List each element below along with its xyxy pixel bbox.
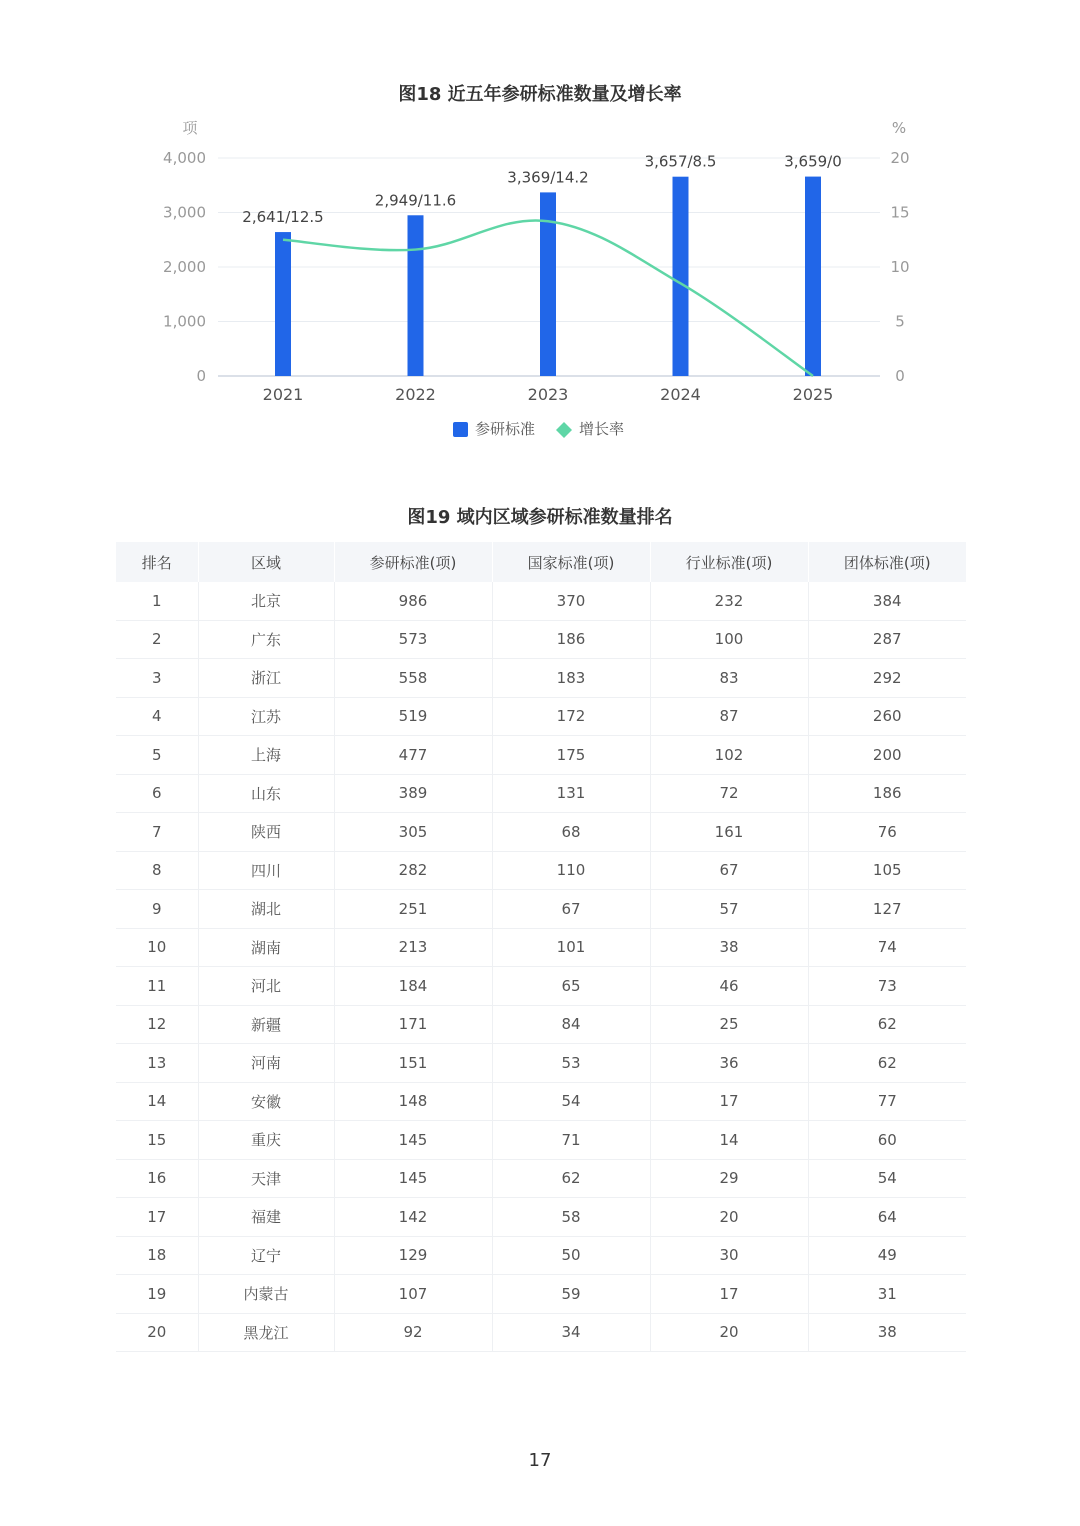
table-cell: 17 bbox=[650, 1082, 808, 1121]
table-row bbox=[116, 1121, 966, 1160]
table-cell: 101 bbox=[492, 928, 650, 967]
table-row bbox=[116, 774, 966, 813]
y-right-tick-label: 5 bbox=[895, 312, 905, 331]
table-cell: 62 bbox=[492, 1159, 650, 1198]
table-row bbox=[116, 851, 966, 890]
table-row bbox=[116, 1275, 966, 1314]
table-cell: 110 bbox=[492, 851, 650, 890]
table-cell: 5 bbox=[116, 736, 198, 775]
legend-label-bars: 参研标准 bbox=[475, 420, 536, 438]
table-cell: 重庆 bbox=[198, 1121, 334, 1160]
table-cell: 安徽 bbox=[198, 1082, 334, 1121]
y-left-unit: 项 bbox=[182, 119, 198, 137]
table-cell: 15 bbox=[116, 1121, 198, 1160]
column-header: 排名 bbox=[116, 542, 198, 582]
table-cell: 519 bbox=[334, 697, 492, 736]
table-row bbox=[116, 967, 966, 1006]
table-cell: 54 bbox=[808, 1159, 966, 1198]
page-number: 17 bbox=[528, 1450, 552, 1471]
table-cell: 175 bbox=[492, 736, 650, 775]
table-cell: 83 bbox=[650, 659, 808, 698]
table-row bbox=[116, 1313, 966, 1352]
table-row bbox=[116, 620, 966, 659]
table-cell: 389 bbox=[334, 774, 492, 813]
table-cell: 34 bbox=[492, 1313, 650, 1352]
table-cell: 62 bbox=[808, 1044, 966, 1083]
table-cell: 49 bbox=[808, 1236, 966, 1275]
table-cell: 131 bbox=[492, 774, 650, 813]
table-cell: 50 bbox=[492, 1236, 650, 1275]
table-cell: 20 bbox=[650, 1198, 808, 1237]
data-label: 2,949/11.6 bbox=[374, 191, 457, 210]
bar bbox=[805, 177, 821, 376]
table-cell: 14 bbox=[116, 1082, 198, 1121]
table-cell: 986 bbox=[334, 582, 492, 620]
y-left-tick-label: 0 bbox=[196, 367, 206, 385]
table-cell: 186 bbox=[808, 774, 966, 813]
legend-bar-swatch bbox=[453, 422, 468, 437]
table-row bbox=[116, 813, 966, 852]
table-cell: 57 bbox=[650, 890, 808, 929]
table-cell: 184 bbox=[334, 967, 492, 1006]
table-cell: 87 bbox=[650, 697, 808, 736]
table-cell: 558 bbox=[334, 659, 492, 698]
table-cell: 北京 bbox=[198, 582, 334, 620]
table-cell: 305 bbox=[334, 813, 492, 852]
table-cell: 68 bbox=[492, 813, 650, 852]
table-cell: 67 bbox=[492, 890, 650, 929]
table-cell: 102 bbox=[650, 736, 808, 775]
table-cell: 8 bbox=[116, 851, 198, 890]
table-cell: 13 bbox=[116, 1044, 198, 1083]
y-left-tick-label: 2,000 bbox=[163, 258, 206, 276]
table-cell: 福建 bbox=[198, 1198, 334, 1237]
table-header-row bbox=[116, 542, 966, 582]
column-header: 团体标准(项) bbox=[808, 542, 966, 582]
table-cell: 内蒙古 bbox=[198, 1275, 334, 1314]
table-cell: 186 bbox=[492, 620, 650, 659]
table-cell: 161 bbox=[650, 813, 808, 852]
table-cell: 46 bbox=[650, 967, 808, 1006]
table-cell: 171 bbox=[334, 1005, 492, 1044]
table-cell: 287 bbox=[808, 620, 966, 659]
table-row bbox=[116, 890, 966, 929]
table-cell: 12 bbox=[116, 1005, 198, 1044]
table-cell: 71 bbox=[492, 1121, 650, 1160]
table-cell: 3 bbox=[116, 659, 198, 698]
data-label: 3,659/0 bbox=[784, 152, 842, 171]
table-cell: 江苏 bbox=[198, 697, 334, 736]
table-cell: 湖北 bbox=[198, 890, 334, 929]
table-cell: 31 bbox=[808, 1275, 966, 1314]
table-cell: 辽宁 bbox=[198, 1236, 334, 1275]
table-row bbox=[116, 659, 966, 698]
legend-label-line: 增长率 bbox=[579, 420, 625, 438]
table-cell: 14 bbox=[650, 1121, 808, 1160]
table-cell: 20 bbox=[650, 1313, 808, 1352]
table-row bbox=[116, 1198, 966, 1237]
table-cell: 河南 bbox=[198, 1044, 334, 1083]
table-cell: 19 bbox=[116, 1275, 198, 1314]
table-cell: 477 bbox=[334, 736, 492, 775]
table-cell: 29 bbox=[650, 1159, 808, 1198]
table-cell: 251 bbox=[334, 890, 492, 929]
x-tick-label: 2024 bbox=[660, 385, 701, 404]
y-left-tick-label: 1,000 bbox=[163, 312, 206, 331]
table-cell: 36 bbox=[650, 1044, 808, 1083]
table-row bbox=[116, 697, 966, 736]
column-header: 区域 bbox=[198, 542, 334, 582]
column-header: 国家标准(项) bbox=[492, 542, 650, 582]
data-label: 3,369/14.2 bbox=[507, 168, 589, 187]
table-cell: 2 bbox=[116, 620, 198, 659]
ranking-table bbox=[116, 542, 966, 1352]
table-cell: 127 bbox=[808, 890, 966, 929]
table-cell: 25 bbox=[650, 1005, 808, 1044]
table-cell: 6 bbox=[116, 774, 198, 813]
table-cell: 172 bbox=[492, 697, 650, 736]
y-right-tick-label: 10 bbox=[890, 258, 910, 276]
table-row bbox=[116, 736, 966, 775]
table-cell: 山东 bbox=[198, 774, 334, 813]
table-cell: 1 bbox=[116, 582, 198, 620]
table-cell: 17 bbox=[116, 1198, 198, 1237]
bar bbox=[408, 215, 424, 376]
table-cell: 38 bbox=[650, 928, 808, 967]
data-label: 3,657/8.5 bbox=[644, 152, 717, 171]
table-cell: 65 bbox=[492, 967, 650, 1006]
table-row bbox=[116, 1005, 966, 1044]
legend-line-swatch bbox=[556, 422, 572, 438]
table-cell: 84 bbox=[492, 1005, 650, 1044]
x-tick-label: 2025 bbox=[792, 385, 834, 404]
table-cell: 67 bbox=[650, 851, 808, 890]
table-cell: 天津 bbox=[198, 1159, 334, 1198]
table-row bbox=[116, 1044, 966, 1083]
table-row bbox=[116, 582, 966, 620]
table-cell: 260 bbox=[808, 697, 966, 736]
table-cell: 湖南 bbox=[198, 928, 334, 967]
table-row bbox=[116, 1236, 966, 1275]
x-tick-label: 2022 bbox=[395, 385, 436, 404]
table-cell: 200 bbox=[808, 736, 966, 775]
table-cell: 38 bbox=[808, 1313, 966, 1352]
y-right-tick-label: 20 bbox=[890, 149, 910, 167]
y-right-tick-label: 15 bbox=[890, 203, 910, 222]
table-cell: 107 bbox=[334, 1275, 492, 1314]
x-tick-label: 2021 bbox=[262, 385, 304, 404]
data-label: 2,641/12.5 bbox=[242, 208, 324, 227]
table-cell: 148 bbox=[334, 1082, 492, 1121]
table-cell: 60 bbox=[808, 1121, 966, 1160]
y-right-unit: % bbox=[891, 119, 907, 137]
figure19-title: 图19 域内区域参研标准数量排名 bbox=[407, 507, 673, 528]
table-body bbox=[116, 582, 966, 1352]
table-row bbox=[116, 1159, 966, 1198]
table-cell: 11 bbox=[116, 967, 198, 1006]
y-left-tick-label: 4,000 bbox=[163, 149, 206, 167]
table-cell: 232 bbox=[650, 582, 808, 620]
table-cell: 20 bbox=[116, 1313, 198, 1352]
table-cell: 73 bbox=[808, 967, 966, 1006]
combo-chart bbox=[0, 110, 1080, 450]
table-cell: 292 bbox=[808, 659, 966, 698]
table-cell: 62 bbox=[808, 1005, 966, 1044]
table-cell: 16 bbox=[116, 1159, 198, 1198]
y-left-tick-label: 3,000 bbox=[163, 203, 206, 222]
table-cell: 282 bbox=[334, 851, 492, 890]
table-cell: 145 bbox=[334, 1121, 492, 1160]
table-cell: 黑龙江 bbox=[198, 1313, 334, 1352]
table-cell: 陕西 bbox=[198, 813, 334, 852]
table-cell: 105 bbox=[808, 851, 966, 890]
table-cell: 54 bbox=[492, 1082, 650, 1121]
table-cell: 100 bbox=[650, 620, 808, 659]
table-cell: 64 bbox=[808, 1198, 966, 1237]
table-cell: 92 bbox=[334, 1313, 492, 1352]
table-row bbox=[116, 1082, 966, 1121]
table-cell: 384 bbox=[808, 582, 966, 620]
table-cell: 573 bbox=[334, 620, 492, 659]
table-cell: 新疆 bbox=[198, 1005, 334, 1044]
table-cell: 58 bbox=[492, 1198, 650, 1237]
figure18-title: 图18 近五年参研标准数量及增长率 bbox=[398, 84, 682, 105]
y-right-tick-label: 0 bbox=[895, 367, 905, 385]
table-cell: 18 bbox=[116, 1236, 198, 1275]
table-cell: 72 bbox=[650, 774, 808, 813]
table-cell: 河北 bbox=[198, 967, 334, 1006]
table-cell: 59 bbox=[492, 1275, 650, 1314]
column-header: 参研标准(项) bbox=[334, 542, 492, 582]
table-row bbox=[116, 928, 966, 967]
table-cell: 4 bbox=[116, 697, 198, 736]
bar bbox=[275, 232, 291, 376]
table-cell: 213 bbox=[334, 928, 492, 967]
column-header: 行业标准(项) bbox=[650, 542, 808, 582]
table-cell: 广东 bbox=[198, 620, 334, 659]
table-cell: 145 bbox=[334, 1159, 492, 1198]
bar bbox=[673, 177, 689, 376]
table-cell: 77 bbox=[808, 1082, 966, 1121]
table-cell: 76 bbox=[808, 813, 966, 852]
table-cell: 30 bbox=[650, 1236, 808, 1275]
table-cell: 10 bbox=[116, 928, 198, 967]
table-cell: 浙江 bbox=[198, 659, 334, 698]
table-cell: 370 bbox=[492, 582, 650, 620]
table-cell: 151 bbox=[334, 1044, 492, 1083]
table-cell: 四川 bbox=[198, 851, 334, 890]
table-cell: 142 bbox=[334, 1198, 492, 1237]
table-cell: 17 bbox=[650, 1275, 808, 1314]
table-cell: 53 bbox=[492, 1044, 650, 1083]
table-cell: 9 bbox=[116, 890, 198, 929]
table-cell: 7 bbox=[116, 813, 198, 852]
table-cell: 129 bbox=[334, 1236, 492, 1275]
table-cell: 74 bbox=[808, 928, 966, 967]
table-cell: 183 bbox=[492, 659, 650, 698]
x-tick-label: 2023 bbox=[527, 385, 569, 404]
table-cell: 上海 bbox=[198, 736, 334, 775]
